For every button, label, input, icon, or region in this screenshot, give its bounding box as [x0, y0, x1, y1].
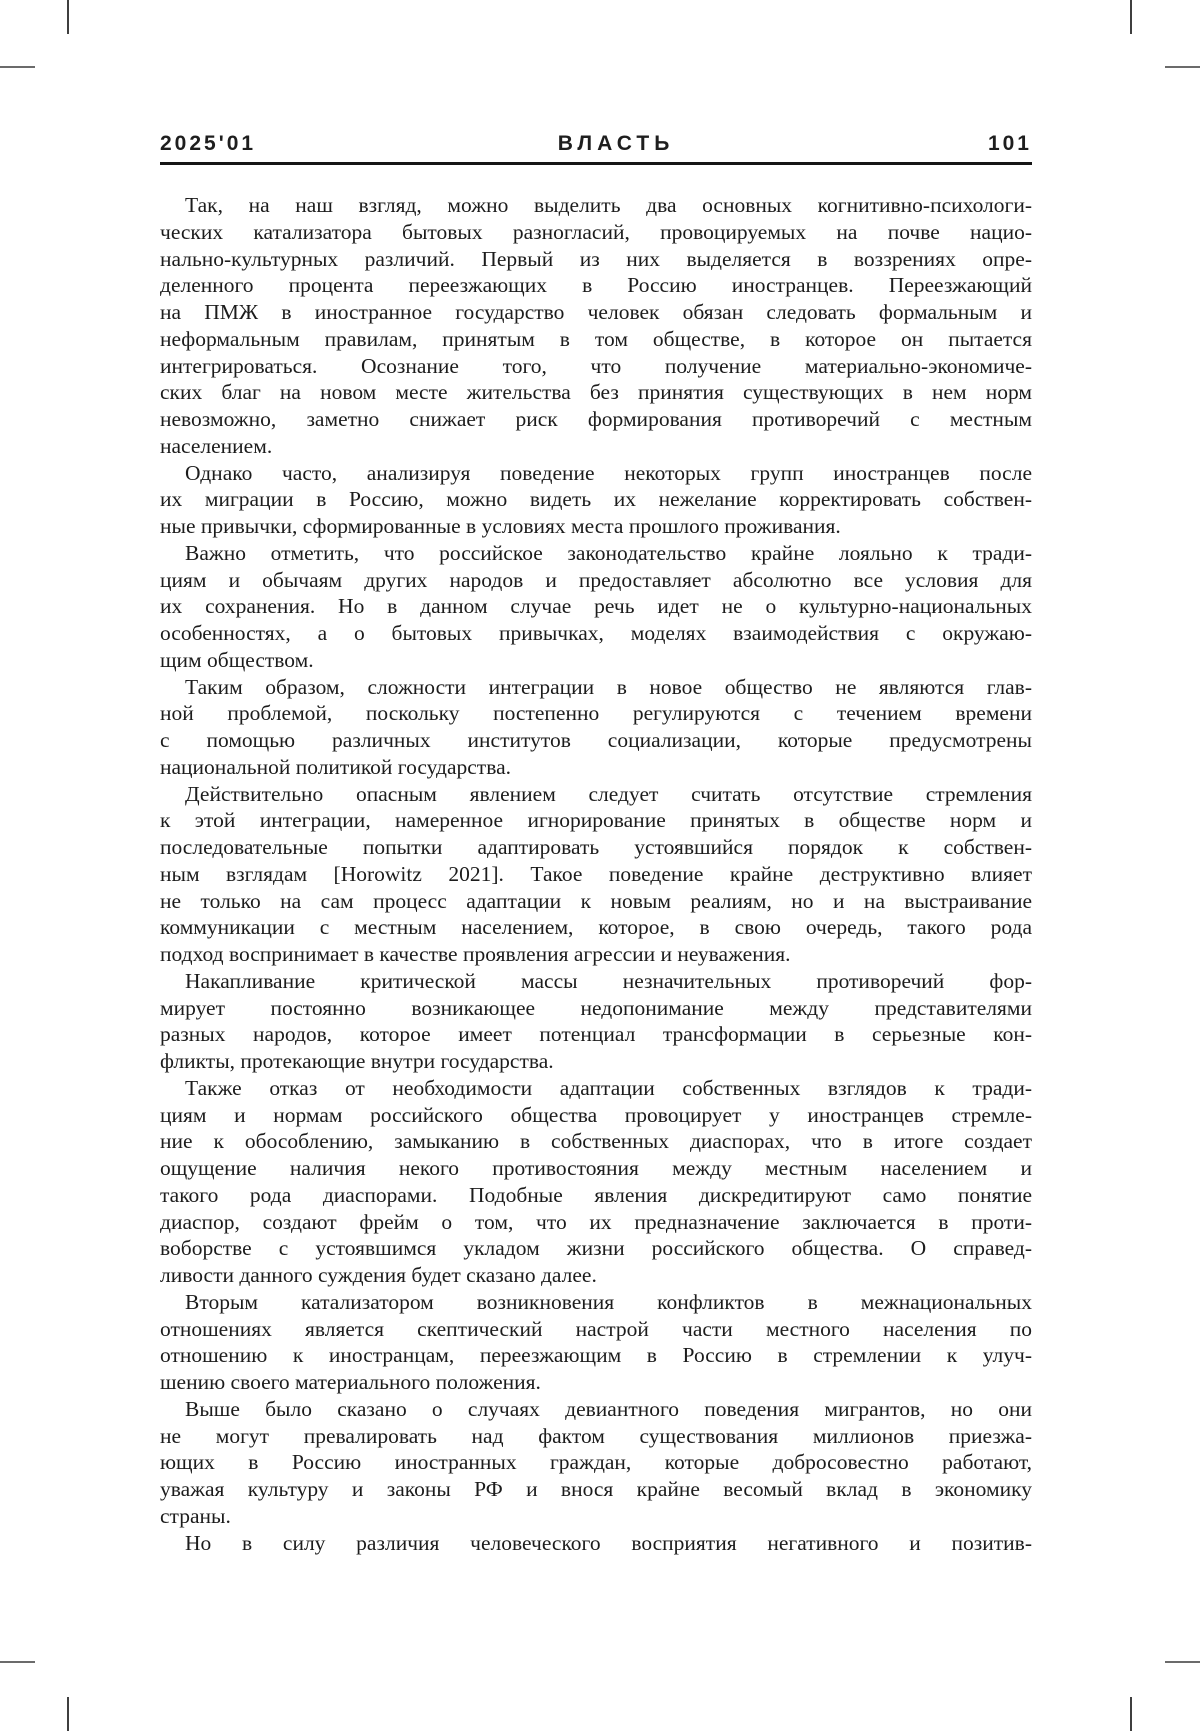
paragraph: [160, 674, 1032, 781]
text-line: отношениях является скептический настрой части местного населения по: [160, 1316, 1032, 1341]
text-line: разных народов, которое имеет потенциал трансформации в серьезные кон-: [160, 1022, 1032, 1047]
text-line: ние к обособлению, замыканию в собственных диаспорах, что в итоге создает: [160, 1129, 1032, 1154]
paragraph: [160, 1530, 1032, 1557]
text-line: Вторым катализатором возникновения конфликтов в межнациональных: [185, 1289, 1032, 1314]
text-line: интегрироваться. Осознание того, что получение материально-экономиче-: [160, 353, 1032, 378]
paragraph: [160, 540, 1032, 674]
text-line: национальной политикой государства.: [160, 754, 511, 779]
text-line: последовательные попытки адаптировать устоявшийся порядок к собствен-: [160, 835, 1032, 859]
text-line: уважая культуру и законы РФ и внося крайне весомый вклад в экономику: [160, 1477, 1032, 1501]
article-body: [160, 192, 1032, 1556]
crop-mark-top-right-horizontal: [1165, 66, 1200, 68]
text-line: Также отказ от необходимости адаптации собственных взглядов к тради-: [185, 1075, 1032, 1100]
paragraph: [160, 460, 1032, 540]
crop-mark-bottom-left-horizontal: [0, 1661, 35, 1663]
text-line: к этой интеграции, намеренное игнорирование принятых в обществе норм и: [160, 808, 1032, 833]
paragraph: [160, 1396, 1032, 1530]
text-line: подход воспринимает в качестве проявления агрессии и неуважения.: [160, 942, 791, 966]
text-line: такого рода диаспорами. Подобные явления дискредитируют само понятие: [160, 1182, 1032, 1207]
text-line: Выше было сказано о случаях девиантного поведения мигрантов, но они: [185, 1396, 1032, 1421]
text-line: особенностях, а о бытовых привычках, моделях взаимодействия с окружаю-: [160, 621, 1032, 645]
page-header: [160, 131, 1032, 157]
paragraph: [160, 192, 1032, 460]
text-line: диаспор, создают фрейм о том, что их предназначение заключается в проти-: [160, 1209, 1032, 1234]
crop-mark-bottom-right-vertical: [1130, 1697, 1132, 1731]
text-line: невозможно, заметно снижает риск формирования противоречий с местным: [160, 407, 1032, 431]
text-line: коммуникации с местным населением, которое, в свою очередь, такого рода: [160, 915, 1032, 940]
text-line: отношению к иностранцам, переезжающим в Россию в стремлении к улуч-: [160, 1343, 1032, 1368]
text-line: Так, на наш взгляд, можно выделить два основных когнитивно-психологи-: [185, 193, 1032, 217]
text-line: ливости данного суждения будет сказано далее.: [160, 1263, 597, 1287]
text-line: с помощью различных институтов социализации, которые предусмотрены: [160, 728, 1032, 752]
text-line: циям и нормам российского общества провоцирует у иностранцев стремле-: [160, 1102, 1032, 1127]
text-line: Важно отметить, что российское законодательство крайне лояльно к тради-: [185, 540, 1032, 565]
text-line: страны.: [160, 1503, 231, 1528]
crop-mark-bottom-right-horizontal: [1165, 1661, 1200, 1663]
text-line: Накапливание критической массы незначительных противоречий фор-: [185, 968, 1032, 993]
issue-label: 2025'01: [160, 132, 257, 155]
crop-mark-top-left-vertical: [67, 0, 69, 34]
text-line: Однако часто, анализируя поведение некоторых групп иностранцев после: [185, 460, 1032, 485]
text-line: циям и обычаям других народов и предоставляет абсолютно все условия для: [160, 567, 1032, 592]
text-line: нально-культурных различий. Первый из них выделяется в воззрениях опре-: [160, 246, 1032, 271]
text-line: ной проблемой, поскольку постепенно регулируются с течением времени: [160, 701, 1032, 726]
text-line: ные привычки, сформированные в условиях места прошлого проживания.: [160, 514, 841, 538]
journal-title: ВЛАСТЬ: [557, 132, 675, 155]
text-line: их миграции в Россию, можно видеть их нежелание корректировать собствен-: [160, 487, 1032, 512]
text-line: шению своего материального положения.: [160, 1370, 541, 1394]
text-line: фликты, протекающие внутри государства.: [160, 1049, 554, 1073]
text-line: Действительно опасным явлением следует считать отсутствие стремления: [185, 781, 1032, 806]
text-line: Но в силу различия человеческого восприятия негативного и позитив-: [185, 1530, 1032, 1555]
text-line: мирует постоянно возникающее недопонимание между представителями: [160, 995, 1032, 1020]
crop-mark-top-right-vertical: [1130, 0, 1132, 34]
paragraph: [160, 1075, 1032, 1289]
crop-mark-top-left-horizontal: [0, 66, 35, 68]
text-line: щим обществом.: [160, 647, 314, 672]
text-line: их сохранения. Но в данном случае речь идет не о культурно-национальных: [160, 594, 1032, 619]
text-line: ющих в Россию иностранных граждан, которые добросовестно работают,: [160, 1450, 1032, 1475]
paragraph: [160, 781, 1032, 968]
page-number: 101: [987, 132, 1032, 155]
crop-mark-bottom-left-vertical: [67, 1697, 69, 1731]
text-line: на ПМЖ в иностранное государство человек обязан следовать формальным и: [160, 300, 1032, 324]
text-line: воборстве с устоявшимся укладом жизни российского общества. О справед-: [160, 1236, 1032, 1261]
text-line: населением.: [160, 433, 273, 458]
header-rule: [160, 162, 1032, 165]
text-line: не только на сам процесс адаптации к новым реалиям, но и на выстраивание: [160, 888, 1032, 913]
text-line: ным взглядам [Horowitz 2021]. Такое поведение крайне деструктивно влияет: [160, 861, 1032, 886]
text-line: Таким образом, сложности интеграции в новое общество не являются глав-: [185, 674, 1032, 699]
paragraph: [160, 968, 1032, 1075]
text-line: ощущение наличия некого противостояния между местным населением и: [160, 1156, 1032, 1180]
text-line: деленного процента переезжающих в Россию иностранцев. Переезжающий: [160, 273, 1032, 298]
paragraph: [160, 1289, 1032, 1396]
text-line: неформальным правилам, принятым в том обществе, в которое он пытается: [160, 326, 1032, 351]
text-line: не могут превалировать над фактом существования миллионов приезжа-: [160, 1423, 1032, 1448]
page-content: [160, 0, 1032, 1556]
text-line: ческих катализатора бытовых разногласий, провоцируемых на почве нацио-: [160, 219, 1032, 244]
text-line: ских благ на новом месте жительства без принятия существующих в нем норм: [160, 380, 1032, 405]
